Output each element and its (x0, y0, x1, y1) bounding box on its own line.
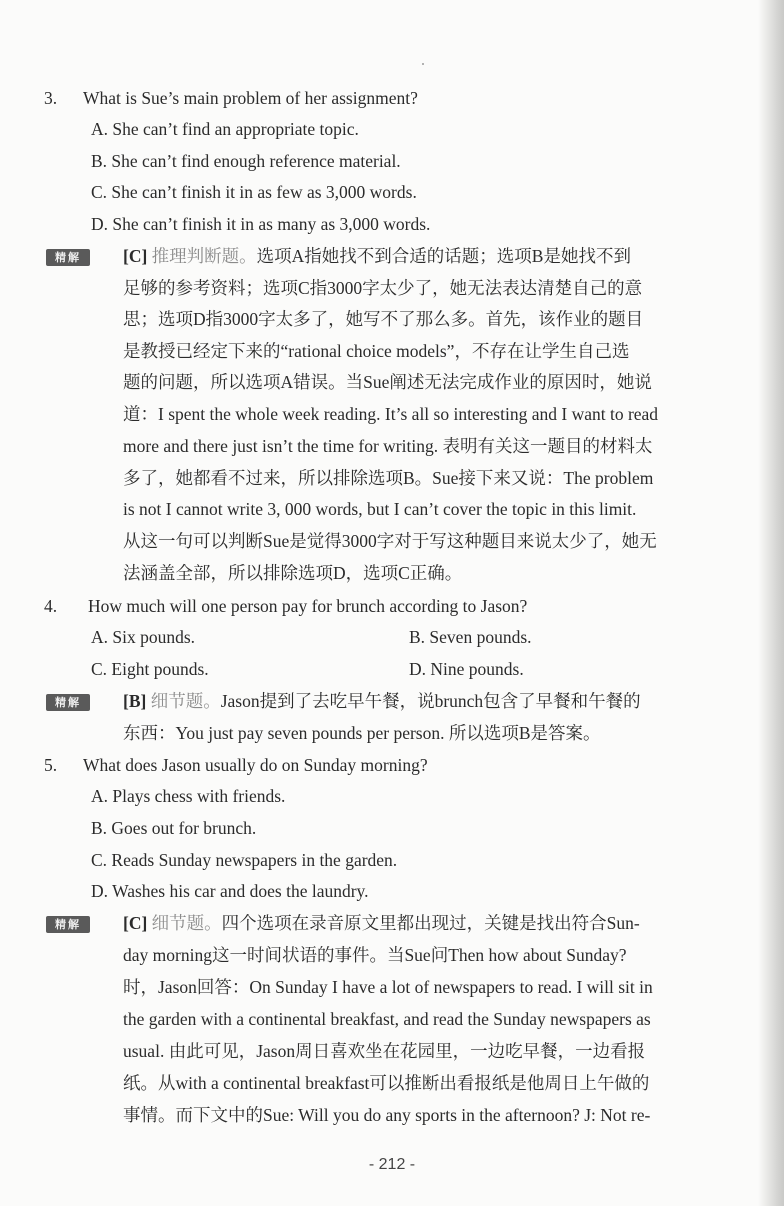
q3-option-a: A. She can’t find an appropriate topic. (91, 119, 359, 139)
q4-explanation-line-2: 东西：You just pay seven pounds per person. 所以选项B是答案。 (123, 723, 601, 743)
jingjie-badge: 精解 (46, 249, 90, 266)
q4-option-d: D. Nine pounds. (409, 659, 524, 679)
q5-explanation-line-2: day morning这一时间状语的事件。当Sue问Then how about Sunday? (123, 945, 627, 965)
question-3-text: What is Sue’s main problem of her assignment? (83, 88, 418, 108)
q4-explanation-line-1 (123, 689, 641, 713)
q3-explanation-line-1 (123, 244, 631, 268)
q5-expl-0: 四个选项在录音原文里都出现过，关键是找出符合Sun- (221, 913, 640, 933)
q4-category: 细节题。 (150, 691, 221, 711)
q3-explanation-line-11: 法涵盖全部，所以排除选项D，选项C正确。 (123, 563, 463, 583)
q3-explanation-line-4: 是教授已经定下来的“rational choice models”，不存在让学生自己选 (123, 341, 630, 361)
q5-explanation-line-5: usual. 由此可见，Jason周日喜欢坐在花园里，一边吃早餐，一边看报 (123, 1041, 646, 1061)
scan-speck (422, 63, 424, 65)
q4-option-c: C. Eight pounds. (91, 659, 209, 679)
question-5-text: What does Jason usually do on Sunday morning? (83, 755, 428, 775)
q3-explanation-line-3: 思；选项D指3000字太多了，她写不了那么多。首先，该作业的题目 (123, 309, 644, 329)
q3-option-d: D. She can’t finish it in as many as 3,000 words. (91, 214, 431, 234)
q4-answer: [B] (123, 691, 147, 711)
q5-explanation-line-3: 时，Jason回答：On Sunday I have a lot of newspapers to read. I will sit in (123, 977, 653, 997)
jingjie-badge: 精解 (46, 694, 90, 711)
q5-explanation-line-1 (123, 911, 640, 935)
q3-explanation-line-2: 足够的参考资料；选项C指3000字太少了，她无法表达清楚自己的意 (123, 278, 643, 298)
q4-expl-0: Jason提到了去吃早午餐，说brunch包含了早餐和午餐的 (220, 691, 641, 711)
q3-option-b: B. She can’t find enough reference material. (91, 151, 401, 171)
jingjie-badge: 精解 (46, 916, 90, 933)
q3-category: 推理判断题。 (151, 246, 257, 266)
q5-option-d: D. Washes his car and does the laundry. (91, 881, 369, 901)
page-number: - 212 - (368, 1156, 416, 1173)
q3-answer: [C] (123, 246, 148, 266)
q3-explanation-line-7: more and there just isn’t the time for writing. 表明有关这一题目的材料太 (123, 436, 653, 456)
q3-expl-0: 选项A指她找不到合适的话题；选项B是她找不到 (256, 246, 631, 266)
q3-explanation-line-5: 题的问题，所以选项A错误。当Sue阐述无法完成作业的原因时，她说 (123, 372, 652, 392)
q3-explanation-line-10: 从这一句可以判断Sue是觉得3000字对于写这种题目来说太少了，她无 (123, 531, 657, 551)
q5-explanation-line-4: the garden with a continental breakfast, and read the Sunday newspapers as (123, 1009, 651, 1029)
q5-option-c: C. Reads Sunday newspapers in the garden. (91, 850, 398, 870)
q3-explanation-line-9: is not I cannot write 3, 000 words, but I can’t cover the topic in this limit. (123, 499, 637, 519)
q5-option-a: A. Plays chess with friends. (91, 786, 286, 806)
q5-answer: [C] (123, 913, 148, 933)
q3-option-c: C. She can’t finish it in as few as 3,000 words. (91, 182, 417, 202)
q5-explanation-line-6: 纸。从with a continental breakfast可以推断出看报纸是他周日上午做的 (123, 1073, 650, 1093)
q4-option-a: A. Six pounds. (91, 627, 196, 647)
question-4-text: How much will one person pay for brunch according to Jason? (88, 596, 528, 616)
q5-option-b: B. Goes out for brunch. (91, 818, 257, 838)
q4-option-b: B. Seven pounds. (409, 627, 532, 647)
q3-explanation-line-8: 多了，她都看不过来，所以排除选项B。Sue接下来又说：The problem (123, 468, 654, 488)
question-5-number: 5. (44, 755, 58, 775)
q5-explanation-line-7: 事情。而下文中的Sue: Will you do any sports in the afternoon? J: Not re- (123, 1105, 651, 1125)
q5-category: 细节题。 (151, 913, 222, 933)
question-4-number: 4. (44, 596, 58, 616)
question-3-number: 3. (44, 88, 58, 108)
q3-explanation-line-6: 道：I spent the whole week reading. It’s all so interesting and I want to read (123, 404, 659, 424)
page-edge-shadow (758, 0, 784, 1206)
